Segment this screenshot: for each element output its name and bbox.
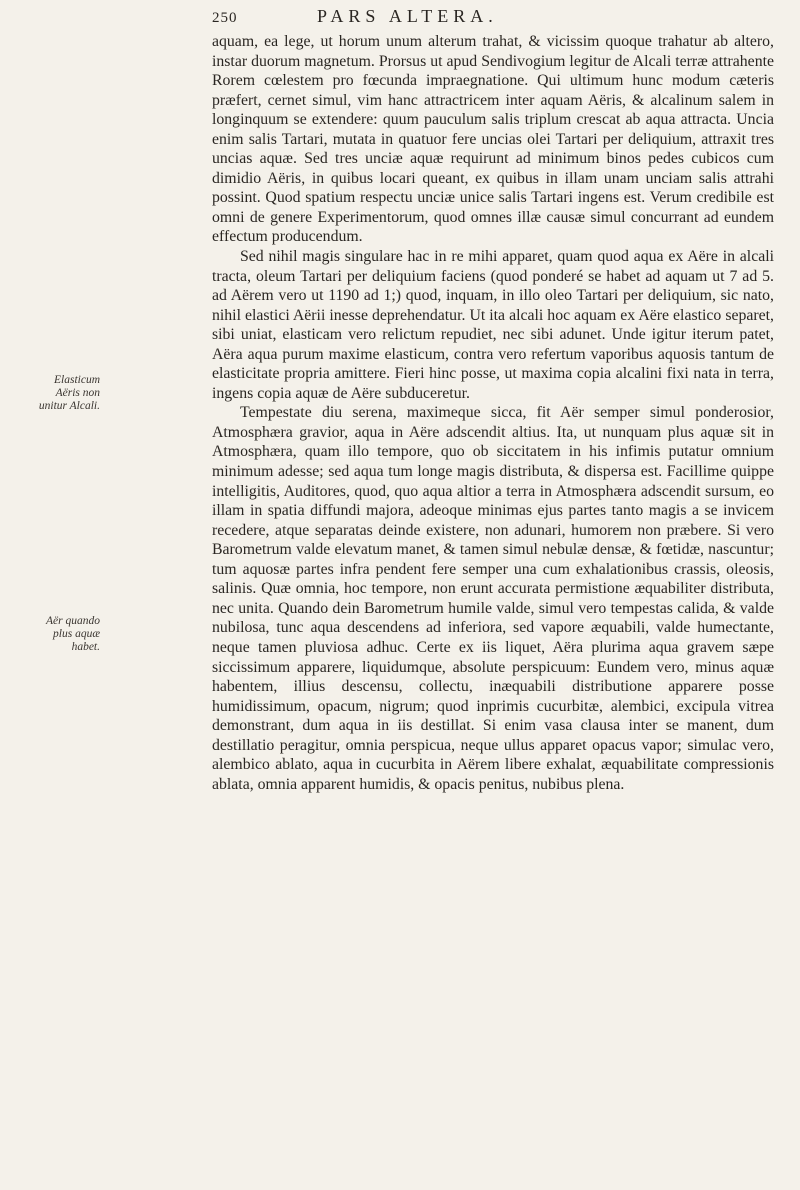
- paragraph-3: Tempestate diu serena, maximeque sicca, fit Aër semper simul ponderosior, Atmosphæra gravior, aqua in Aëre adscendit altius. Ita, ut nunquam plus aquæ sit in Atmosphæra, quam illo tempore, quo ob siccitatem in his infimis putatur omnium minimum adesse; sed aqua tum longe magis distributa, & dispersa est. Facillime quippe intelligitis, Auditores, quod, quo aqua altior a terra in Atmosphæra adscendit sursum, eo illam in spatia diffundi majora, adeoque minimas ejus partes tanto magis a se invicem recedere, atque separatas deinde existere, non adunari, humorem non præbere. Si vero Barometrum valde elevatum manet, & tamen simul nebulæ densæ, & fœtidæ, nascuntur; tum aquosæ partes infra pendent fere semper una cum exhalationibus crassis, oleosis, salinis. Quæ omnia, hoc tempore, non erunt accurata permistione æquabiliter distributa, nec unita. Quando dein Barometrum humile valde, simul vero tempestas calida, & valde nubilosa, tunc aqua descendens ad inferiora, sed vapore æquabili, valde humectante, neque tamen pluviosa adhuc. Certe ex iis liquet, Aëra plurima aqua gravem sæpe siccissimum apparere, liquidumque, absolute perspicuum: Eundem vero, minus aquæ habentem, illius descensu, collectu, inæquabili distributione apparere posse humidissimum, opacum, nigrum; quod inprimis cucurbitæ, alembici, excipula vitrea demonstrant, dum aqua in iis destillat. Si enim vasa clausa inter se manent, dum destillatio peragitur, omnia perspicua, neque ullus apparet opacus vapor; simulac vero, alembico ablato, aqua in cucurbita in Aërem libere exhalat, æquabilitate compressionis ablata, omnia apparent humidis, & opacis penitus, nubibus plena.: [212, 404, 774, 793]
- page-number: 250: [212, 10, 238, 26]
- body-text: [212, 32, 774, 794]
- paragraph-1: aquam, ea lege, ut horum unum alterum trahat, & vicissim quoque trahatur ab altero, instar duorum magnetum. Prorsus ut apud Sendivogium legitur de Alcali terræ attrahente Rorem cœlestem pro fœcunda impraegnatione. Qui ultimum hunc modum cæteris præfert, cernet simul, vim hanc attractricem inter aquam Aëris, & alcalinum salem in longinquum se extendere: quum pauculum salis triplum crescat ab aqua attracta. Uncia enim salis Tartari, mutata in quatuor fere uncias olei Tartari per deliquium, attraxit tres uncias aquæ. Sed tres unciæ aquæ requirunt ad minimum binos pedes cubicos cum dimidio Aëris, in quibus locari queant, ex quibus in illam unam unciam salis attrahi possint. Quod spatium respectu unciæ unice salis Tartari ingens est. Verum credibile est omni de genere Experimentorum, quod omnes illæ causæ simul concurrant ad eundem effectum producendum.: [212, 33, 774, 246]
- running-title: PARS ALTERA.: [317, 6, 498, 26]
- margin-note-aer-quando: Aër quando plus aquæ habet.: [46, 615, 100, 653]
- margin-note-elasticum: Elasticum Aëris non unitur Alcali.: [38, 374, 100, 412]
- page-header: [212, 6, 772, 32]
- paragraph-2: Sed nihil magis singulare hac in re mihi apparet, quam quod aqua ex Aëre in alcali tracta, oleum Tartari per deliquium faciens (quod ponderé se habet ad aquam ut 7 ad 5. ad Aërem vero ut 1190 ad 1;) quod, inquam, in illo oleo Tartari per deliquium, sic nato, nihil elastici Aërii inesse deprehendatur. Ut ita alcali hoc aquam ex Aëre elastico separet, sibi uniat, elasticam vero relictum repudiet, nec sibi adunet. Unde igitur iterum patet, Aëra aqua purum maxime elasticum, contra vero refertum vaporibus aquosis tantum de elasticitate propria amittere. Fieri hinc posse, ut maxima copia alcalini fixi nata in terra, ingens copia aquæ de Aëre subduceretur.: [212, 248, 774, 402]
